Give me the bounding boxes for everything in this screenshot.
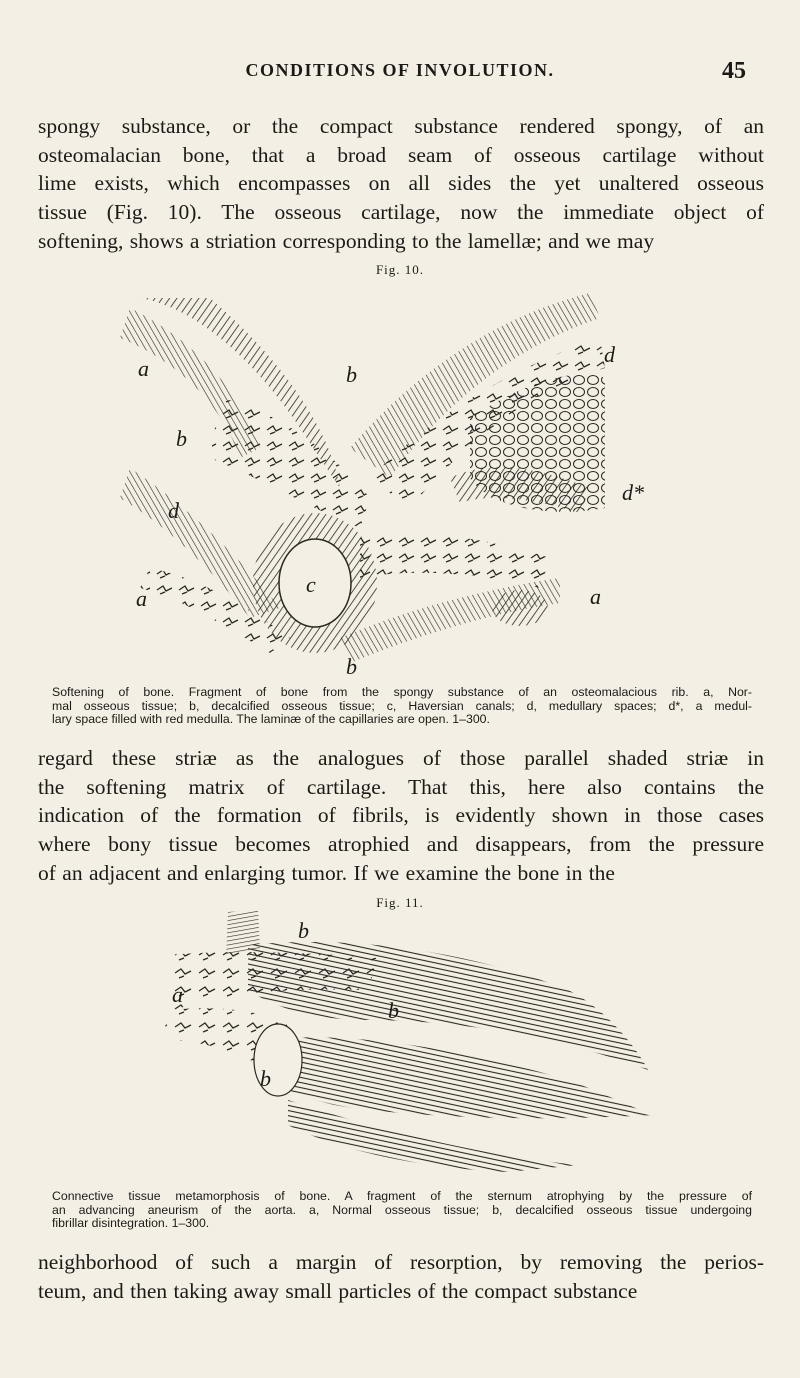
text-line: osteomalacian bone, that a broad seam of osseous cartilage without bbox=[38, 142, 764, 167]
text-line: where bony tissue becomes atrophied and disappears, from the pressure bbox=[38, 832, 764, 857]
caption-line: mal osseous tissue; b, decalcified osseous tissue; c, Haversian canals; d, medullary spaces; d*, a medul- bbox=[52, 698, 752, 713]
figure-10-label: Fig. 10. bbox=[375, 262, 425, 277]
fig11-letter: b bbox=[260, 1066, 271, 1091]
text-line: tissue (Fig. 10). The osseous cartilage, now the immediate object of bbox=[38, 200, 764, 225]
fig10-letter: b bbox=[346, 654, 357, 678]
fig11-letter: a bbox=[172, 982, 183, 1007]
figure-11-caption bbox=[52, 1190, 752, 1231]
text-line: teum, and then taking away small particles of the compact substance bbox=[38, 1278, 638, 1303]
caption-line: Connective tissue metamorphosis of bone. A fragment of the sternum atrophying by the pressure of bbox=[52, 1189, 752, 1203]
fig10-letter: a bbox=[138, 356, 149, 381]
fig10-letter: d bbox=[604, 342, 615, 367]
text-line: softening, shows a striation corresponding to the lamellæ; and we may bbox=[38, 228, 655, 253]
text-line: indication of the formation of fibrils, is evidently shown in those cases bbox=[38, 803, 764, 828]
caption-line: fibrillar disintegration. 1–300. bbox=[52, 1216, 210, 1230]
text-line: spongy substance, or the compact substance rendered spongy, of an bbox=[38, 114, 764, 138]
figure-11-label: Fig. 11. bbox=[376, 895, 424, 910]
running-head bbox=[0, 58, 800, 88]
caption-line: an advancing aneurism of the aorta. a, Normal osseous tissue; b, decalcified osseous tissue undergoing bbox=[52, 1202, 752, 1217]
fig11-letter: b bbox=[298, 918, 309, 943]
figure-10-caption bbox=[52, 686, 752, 727]
text-line: of an adjacent and enlarging tumor. If we examine the bone in the bbox=[38, 860, 615, 885]
fig10-letter: d* bbox=[622, 480, 644, 505]
text-line: neighborhood of such a margin of resorption, by removing the perios- bbox=[38, 1250, 764, 1274]
fig10-letter: a bbox=[136, 586, 147, 611]
fig10-letter: c bbox=[306, 572, 316, 597]
fig10-letter: d bbox=[168, 498, 179, 523]
paragraph-1 bbox=[38, 112, 764, 256]
page-number: 45 bbox=[722, 58, 746, 84]
paragraph-3 bbox=[38, 1248, 764, 1305]
figure-11-illustration bbox=[148, 910, 658, 1180]
running-title: CONDITIONS OF INVOLUTION. bbox=[245, 60, 555, 80]
text-line: lime exists, which encompasses on all sides the yet unaltered osseous bbox=[38, 171, 764, 196]
figure-10-illustration bbox=[110, 278, 700, 678]
fig11-letter: b bbox=[388, 998, 399, 1023]
text-line: the softening matrix of cartilage. That this, here also contains the bbox=[38, 774, 764, 799]
caption-line: Softening of bone. Fragment of bone from the spongy substance of an osteomalacious rib. a, Nor- bbox=[52, 685, 752, 699]
fig10-letter: b bbox=[346, 362, 357, 387]
paragraph-2 bbox=[38, 744, 764, 888]
fig10-letter: a bbox=[590, 584, 601, 609]
fig10-letter: b bbox=[176, 426, 187, 451]
caption-line: lary space filled with red medulla. The laminæ of the capillaries are open. 1–300. bbox=[52, 712, 490, 726]
text-line: regard these striæ as the analogues of those parallel shaded striæ in bbox=[38, 746, 764, 770]
